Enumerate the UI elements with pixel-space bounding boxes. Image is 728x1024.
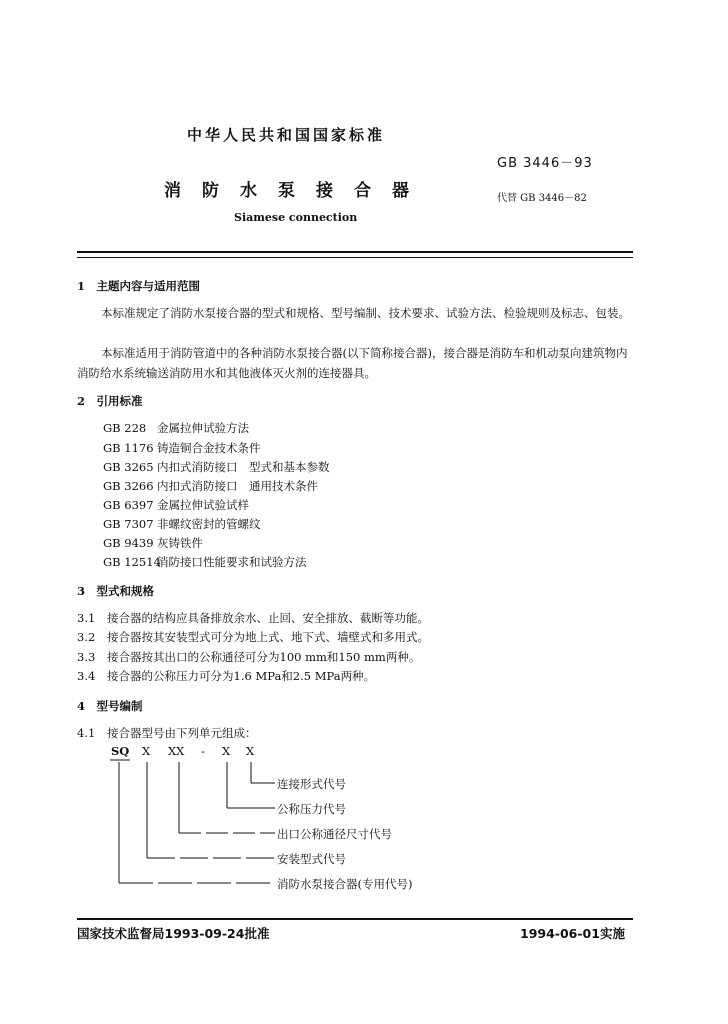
section-1-heading: 1 主题内容与适用范围 [77,279,201,293]
effective-date: 1994-06-01实施 [520,926,625,941]
replaces-note: 代替 GB 3446－82 [497,193,587,204]
ref-code: GB 3265 [103,460,154,474]
code-label-install: 安装型式代号 [277,852,346,866]
section-1-para-1: 本标准规定了消防水泵接合器的型式和规格、型号编制、技术要求、试验方法、检验规则及标志、包装。 [101,306,630,320]
standard-number: GB 3446－93 [497,156,593,171]
code-sq: SQ [111,744,130,758]
section-1-para-2: 本标准适用于消防管道中的各种消防水泵接合器(以下简称接合器)，接合器是消防车和机动泵向建筑物内消防给水系统输送消防用水和其他液体灭火剂的连接器具。 [77,346,628,380]
clause-number: 3.4 [77,669,96,683]
code-label-diameter: 出口公称通径尺寸代号 [277,827,392,841]
clause-text: 接合器按其出口的公称通径可分为100 mm和150 mm两种。 [107,650,421,664]
section-4-heading: 4 型号编制 [77,699,143,713]
country-standard-title: 中华人民共和国国家标准 [187,126,386,144]
ref-code: GB 6397 [103,498,154,512]
document-title: 消防水泵接合器 [164,181,430,201]
code-x1: X [142,744,151,758]
ref-title: 铸造铜合金技术条件 [157,441,261,455]
english-title: Siamese connection [234,211,358,224]
footer-rule [77,918,633,920]
issued-date: 国家技术监督局1993-09-24批准 [77,926,270,941]
clause-text: 接合器型号由下列单元组成： [107,726,257,740]
code-x2: XX [168,744,185,758]
clause-number: 3.1 [77,611,96,625]
code-dash: - [201,744,205,758]
ref-code: GB 12514 [103,555,161,569]
clause-number: 4.1 [77,726,96,740]
code-label-pressure: 公称压力代号 [277,802,346,816]
ref-code: GB 7307 [103,517,154,531]
ref-code: GB 3266 [103,479,154,493]
code-x4: X [246,744,255,758]
ref-title: 内扣式消防接口 通用技术条件 [157,479,318,493]
clause-text: 接合器按其安装型式可分为地上式、地下式、墙壁式和多用式。 [107,630,429,644]
ref-title: 金属拉伸试验方法 [157,421,249,435]
ref-code: GB 1176 [103,441,154,455]
section-2-heading: 2 引用标准 [77,394,143,408]
ref-title: 灰铸铁件 [157,536,203,550]
code-label-connect: 连接形式代号 [277,777,346,791]
ref-code: GB 9439 [103,536,154,550]
clause-text: 接合器的公称压力可分为1.6 MPa和2.5 MPa两种。 [107,669,376,683]
clause-number: 3.3 [77,650,96,664]
ref-code: GB 228 [103,421,147,435]
ref-title: 内扣式消防接口 型式和基本参数 [157,460,330,474]
code-label-special: 消防水泵接合器(专用代号) [277,877,413,891]
clause-number: 3.2 [77,630,96,644]
code-x3: X [222,744,231,758]
ref-title: 金属拉伸试验试样 [157,498,249,512]
section-3-heading: 3 型式和规格 [77,584,155,598]
clause-text: 接合器的结构应具备排放余水、止回、安全排放、截断等功能。 [107,611,429,625]
ref-title: 非螺纹密封的管螺纹 [157,517,261,531]
ref-title: 消防接口性能要求和试验方法 [157,555,307,569]
